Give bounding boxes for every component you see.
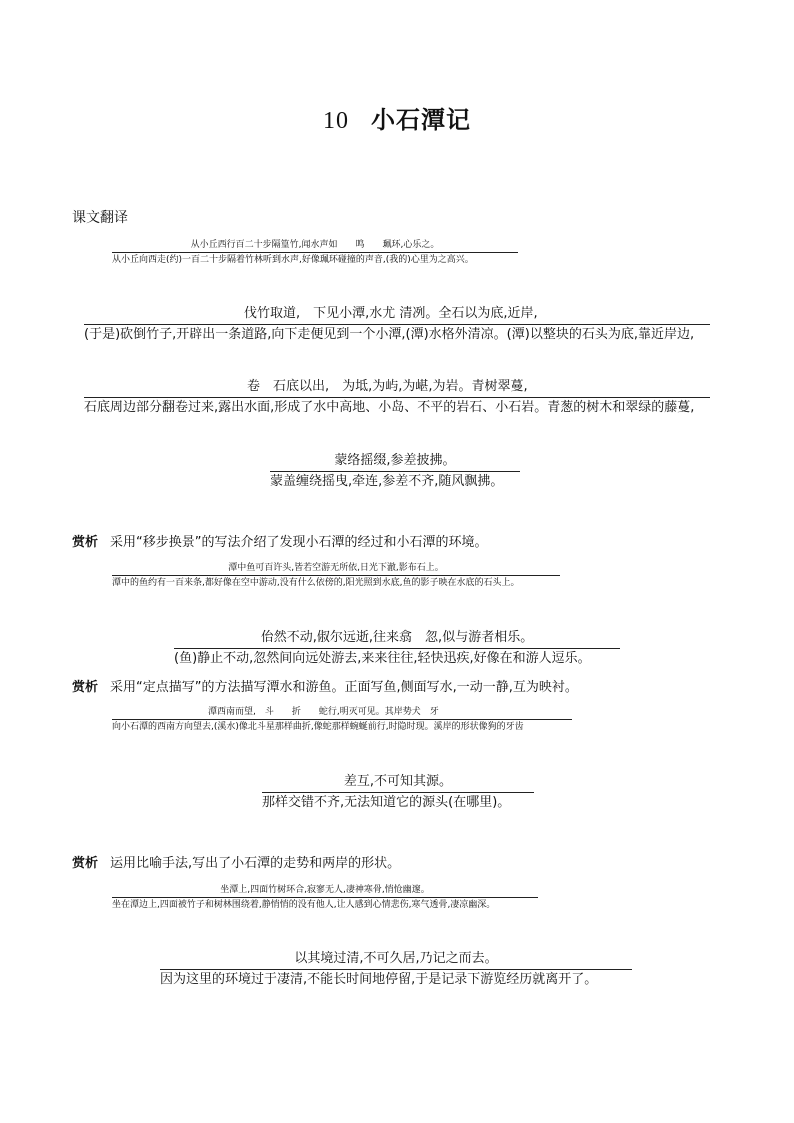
translation-text: 那样交错不齐,无法知道它的源头(在哪里)。 <box>262 795 511 810</box>
original-text: 差互,不可知其源。 <box>262 773 534 793</box>
original-text: 潭中鱼可百许头,皆若空游无所依,日光下澈,影布石上。 <box>112 562 560 576</box>
original-text: 佁然不动,俶尔远逝,往来翕 忽,似与游者相乐。 <box>174 629 620 649</box>
analysis-note <box>72 531 488 550</box>
translation-text: 向小石潭的西南方向望去,(溪水)像北斗星那样曲折,像蛇那样蜿蜒前行,时隐时现。溪岸的形状像狗的牙齿 <box>112 722 524 732</box>
note-text: 采用“定点描写”的方法描写潭水和游鱼。正面写鱼,侧面写水,一动一静,互为映衬。 <box>110 680 578 695</box>
note-text: 运用比喻手法,写出了小石潭的走势和两岸的形状。 <box>110 856 401 871</box>
original-text: 伐竹取道, 下见小潭,水尤 清冽。全石以为底,近岸, <box>84 305 710 325</box>
passage-block <box>112 884 538 911</box>
passage-block <box>112 562 560 589</box>
section-heading: 课文翻译 <box>72 210 128 226</box>
original-text: 潭西南而望, 斗 折 蛇行,明灭可见。其岸势犬 牙 <box>112 706 572 720</box>
note-label: 赏析 <box>72 856 99 871</box>
lesson-number: 10 <box>323 108 349 134</box>
original-text: 坐潭上,四面竹树环合,寂寥无人,凄神寒骨,悄怆幽邃。 <box>112 884 538 898</box>
translation-text: 石底周边部分翻卷过来,露出水面,形成了水中高地、小岛、不平的岩石、小石岩。青葱的树木和翠绿的藤蔓, <box>84 400 695 415</box>
translation-text: (于是)砍倒竹子,开辟出一条道路,向下走便见到一个小潭,(潭)水格外清凉。(潭)以整块的石头为底,靠近岸边, <box>84 327 695 342</box>
original-text: 蒙络摇缀,参差披拂。 <box>270 452 520 472</box>
passage-block <box>84 305 710 344</box>
page-title <box>0 100 794 135</box>
note-text: 采用“移步换景”的写法介绍了发现小石潭的经过和小石潭的环境。 <box>110 535 488 550</box>
original-text: 从小丘西行百二十步隔篁竹,闻水声如 鸣 珮环,心乐之。 <box>112 239 518 253</box>
translation-text: 蒙盖缠绕摇曳,牵连,参差不齐,随风飘拂。 <box>270 474 504 489</box>
passage-block <box>112 706 572 733</box>
lesson-title: 小石潭记 <box>371 105 471 134</box>
passage-block <box>262 773 534 812</box>
translation-text: 潭中的鱼约有一百来条,都好像在空中游动,没有什么依傍的,阳光照到水底,鱼的影子映在水底的石头上。 <box>112 578 520 588</box>
passage-block <box>270 452 520 491</box>
translation-text: (鱼)静止不动,忽然间向远处游去,来来往往,轻快迅疾,好像在和游人逗乐。 <box>174 651 591 666</box>
translation-text: 坐在潭边上,四面被竹子和树林围绕着,静悄悄的没有他人,让人感到心情悲伤,寒气透骨,凄凉幽深。 <box>112 900 496 910</box>
analysis-note <box>72 852 400 871</box>
note-label: 赏析 <box>72 680 99 695</box>
passage-block <box>84 378 710 417</box>
translation-text: 从小丘向西走(约)一百二十步隔着竹林听到水声,好像珮环碰撞的声音,(我的)心里为之高兴。 <box>112 255 474 265</box>
note-label: 赏析 <box>72 535 99 550</box>
passage-block <box>160 950 632 989</box>
original-text: 卷 石底以出, 为坻,为屿,为嵁,为岩。青树翠蔓, <box>84 378 710 398</box>
translation-text: 因为这里的环境过于凄清,不能长时间地停留,于是记录下游览经历就离开了。 <box>160 972 598 987</box>
passage-block <box>174 629 620 668</box>
passage-block <box>112 239 518 266</box>
analysis-note <box>72 676 578 695</box>
original-text: 以其境过清,不可久居,乃记之而去。 <box>160 950 632 970</box>
